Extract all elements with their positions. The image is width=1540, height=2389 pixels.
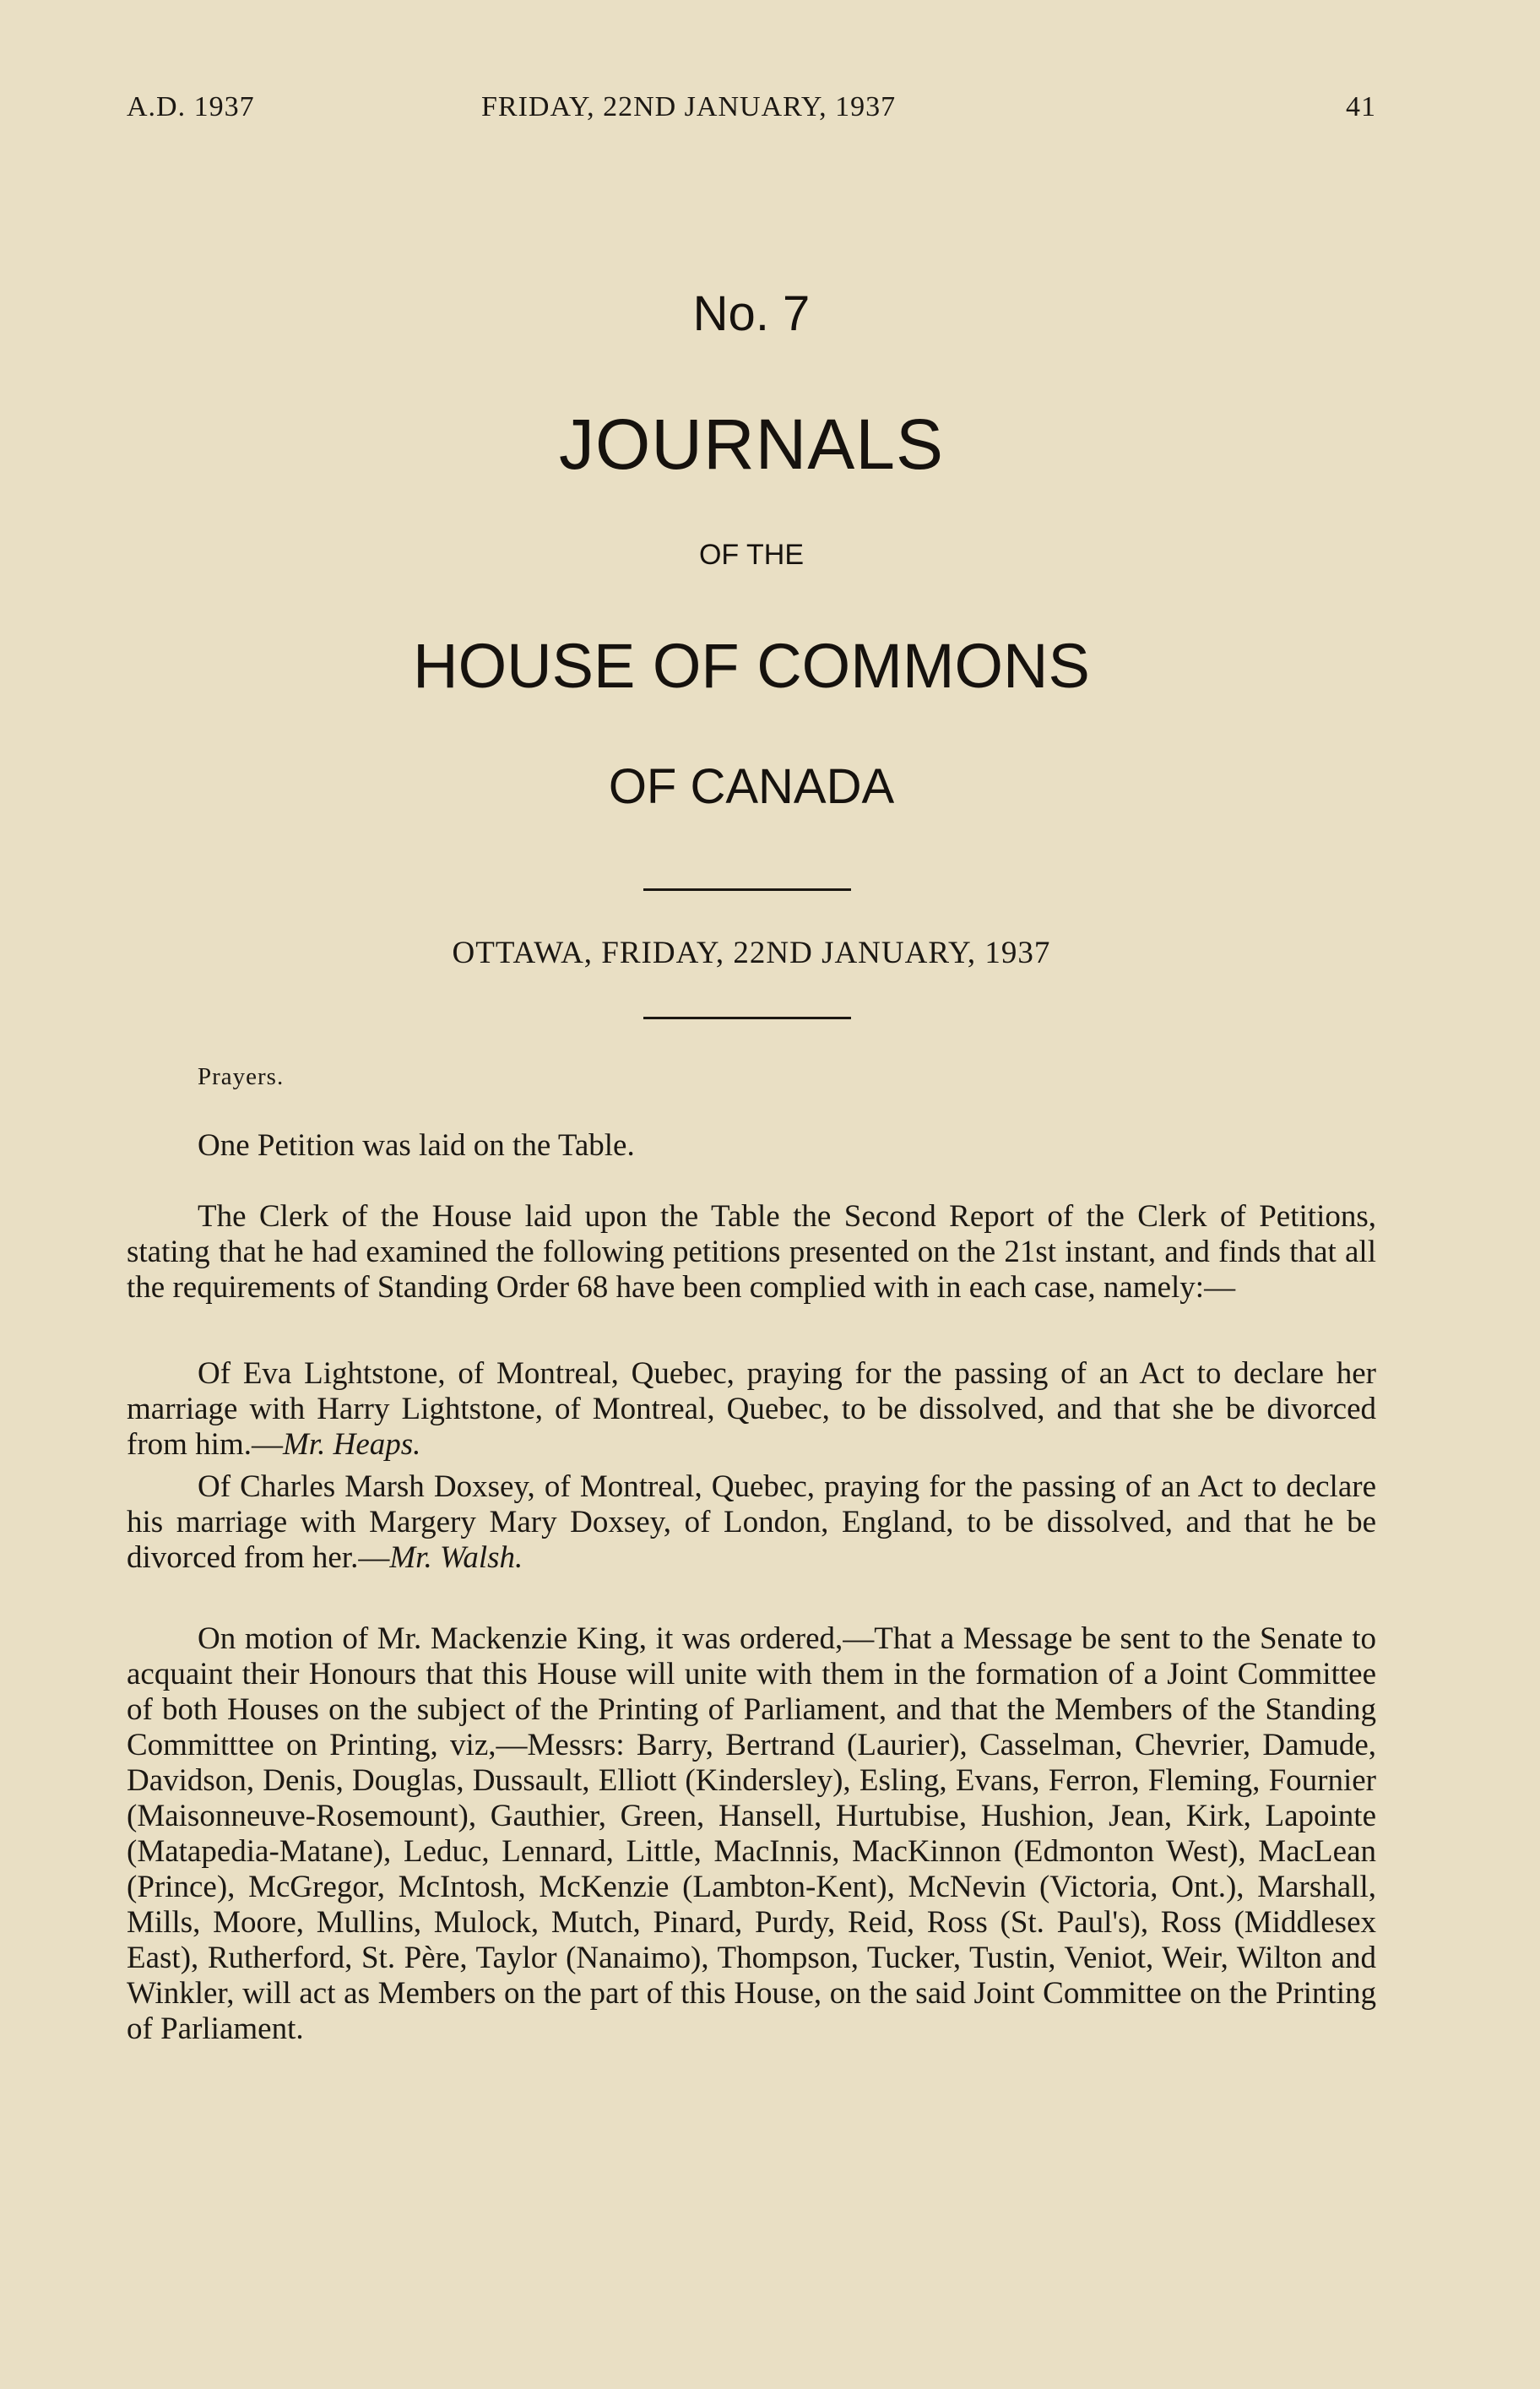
running-head: [127, 91, 1376, 128]
journal-of-canada: OF CANADA: [608, 759, 895, 814]
lightstone-member: Mr. Heaps.: [282, 1427, 421, 1462]
motion-paragraph: On motion of Mr. Mackenzie King, it was ordered,—That a Message be sent to the Senate to acquaint their Honours that this House will unite with them in the formation of a Joint Committee of both Houses on the subject of the Printing of Parliament, and that the Members of the Standing Committtee on Printing, viz,—Messrs: Barry, Bertrand (Laurier), Casselman, Chevrier, Damude, Davidson, Denis, Douglas, Dussault, Elliott (Kindersley), Esling, Evans, Ferron, Fleming, Fournier (Maisonneuve-Rosemount), Gauthier, Green, Hansell, Hurtubise, Hushion, Jean, Kirk, Lapointe (Matapedia-Matane), Leduc, Lennard, Little, MacInnis, MacKinnon (Edmonton West), MacLean (Prince), McGregor, McIntosh, McKenzie (Lambton-Kent), McNevin (Victoria, Ont.), Marshall, Mills, Moore, Mullins, Mulock, Mutch, Pinard, Purdy, Reid, Ross (St. Paul's), Ross (Middlesex East), Rutherford, St. Père, Taylor (Nanaimo), Thompson, Tucker, Tustin, Veniot, Weir, Wilton and Winkler, will act as Members on the part of this House, on the said Joint Committee on the Printing of Parliament.: [127, 1621, 1376, 2046]
divider-top: [643, 888, 851, 891]
journal-number: No. 7: [692, 286, 811, 341]
doxsey-petition-text: Of Charles Marsh Doxsey, of Montreal, Quebec, praying for the passing of an Act to declare his marriage with Margery Mary Doxsey, of London, England, to be dissolved, and that he be divorced from her.—: [127, 1469, 1376, 1575]
doxsey-member: Mr. Walsh.: [389, 1540, 523, 1575]
journal-house: HOUSE OF COMMONS: [413, 631, 1090, 701]
dateline: OTTAWA, FRIDAY, 22ND JANUARY, 1937: [452, 936, 1051, 970]
lightstone-petition-text: Of Eva Lightstone, of Montreal, Quebec, praying for the passing of an Act to declare her marriage with Harry Lightstone, of Montreal, Quebec, to be dissolved, and that she be divorced from him.—: [127, 1356, 1376, 1462]
divider-bottom: [643, 1017, 851, 1019]
running-head-date: FRIDAY, 22ND JANUARY, 1937: [481, 91, 897, 122]
page-number: 41: [1346, 91, 1376, 122]
journal-of-the: OF THE: [698, 539, 805, 571]
lightstone-petition: [127, 1356, 1376, 1463]
doxsey-petition: [127, 1469, 1376, 1576]
running-head-year: A.D. 1937: [127, 91, 255, 122]
journal-title: JOURNALS: [558, 405, 945, 484]
petition-paragraph: One Petition was laid on the Table.: [198, 1128, 635, 1163]
prayers-heading: Prayers.: [198, 1063, 285, 1090]
clerk-report-paragraph: The Clerk of the House laid upon the Table the Second Report of the Clerk of Petitions, stating that he had examined the following petitions presented on the 21st instant, and finds that all the requirements of Standing Order 68 have been complied with in each case, namely:—: [127, 1199, 1376, 1305]
